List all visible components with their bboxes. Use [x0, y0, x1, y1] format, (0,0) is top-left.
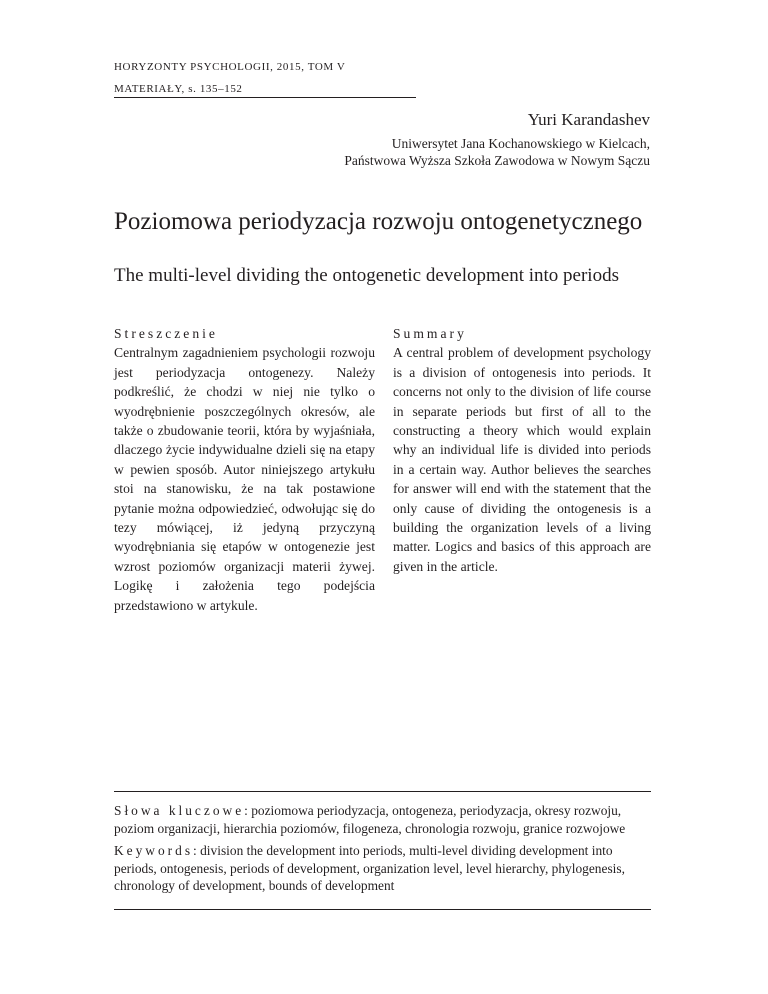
keywords-polish [114, 802, 651, 837]
journal-line-1: HORYZONTY PSYCHOLOGII, 2015, TOM V [114, 61, 346, 73]
header-divider [114, 97, 416, 98]
keywords-english [114, 842, 651, 895]
keywords-english-text: : division the development into periods, multi-level dividing development into periods, ontogenesis, periods of development, organization level, level hierarchy, phylogenesis, chronology of development, bounds of development [114, 843, 625, 893]
keywords-bottom-divider [114, 909, 651, 910]
title-english: The multi-level dividing the ontogenetic development into periods [114, 265, 619, 286]
keywords-polish-text: : poziomowa periodyzacja, ontogeneza, periodyzacja, okresy rozwoju, poziom organizacji, hierarchia poziomów, filogeneza, chronologia rozwoju, granice rozwojowe [114, 803, 626, 836]
abstract-english-text: A central problem of development psychology is a division of ontogenesis into periods. It concerns not only to the division of life course in separate periods but first of all to the constructing a theory which would explain why an individual life is divided into periods in a certain way. Author believes the searches for answer will end with the statement that the only cause of dividing the ontogenesis is a building the organization levels of a living matter. Logics and basics of this approach are given in the article. [393, 345, 651, 574]
affiliation-line-2: Państwowa Wyższa Szkoła Zawodowa w Nowym Sączu [344, 153, 650, 168]
abstract-english [393, 324, 651, 576]
author-name: Yuri Karandashev [527, 110, 650, 129]
affiliation-line-1: Uniwersytet Jana Kochanowskiego w Kielcach, [391, 136, 650, 151]
abstract-polish [114, 324, 375, 615]
keywords-polish-label: Słowa kluczowe [114, 803, 245, 818]
abstract-english-heading: Summary [393, 326, 467, 341]
keywords-top-divider [114, 791, 651, 792]
journal-line-2: MATERIAŁY, s. 135–152 [114, 83, 243, 95]
title-polish: Poziomowa periodyzacja rozwoju ontogenetycznego [114, 208, 643, 235]
abstract-polish-text: Centralnym zagadnieniem psychologii rozwoju jest periodyzacja ontogenezy. Należy podkreślić, że chodzi w niej nie tylko o wyodrębnienie poszczególnych okresów, ale także o zbudowanie teorii, która by wyjaśniała, dlaczego życie indywidualne dzieli się na etapy w pewien sposób. Autor niniejszego artykułu stoi na stanowisku, że na tak postawione pytanie można odpowiedzieć, odwołując się do tezy mówiącej, iż jedyną przyczyną wyodrębniania się etapów w ontogenezie jest wzrost poziomów organizacji materii żywej. Logikę i założenia tego podejścia przedstawiono w artykule. [114, 345, 375, 613]
keywords-english-label: Keywords [114, 843, 194, 858]
author-affiliation [344, 135, 650, 169]
abstract-polish-heading: Streszczenie [114, 326, 218, 341]
journal-header [114, 56, 345, 100]
